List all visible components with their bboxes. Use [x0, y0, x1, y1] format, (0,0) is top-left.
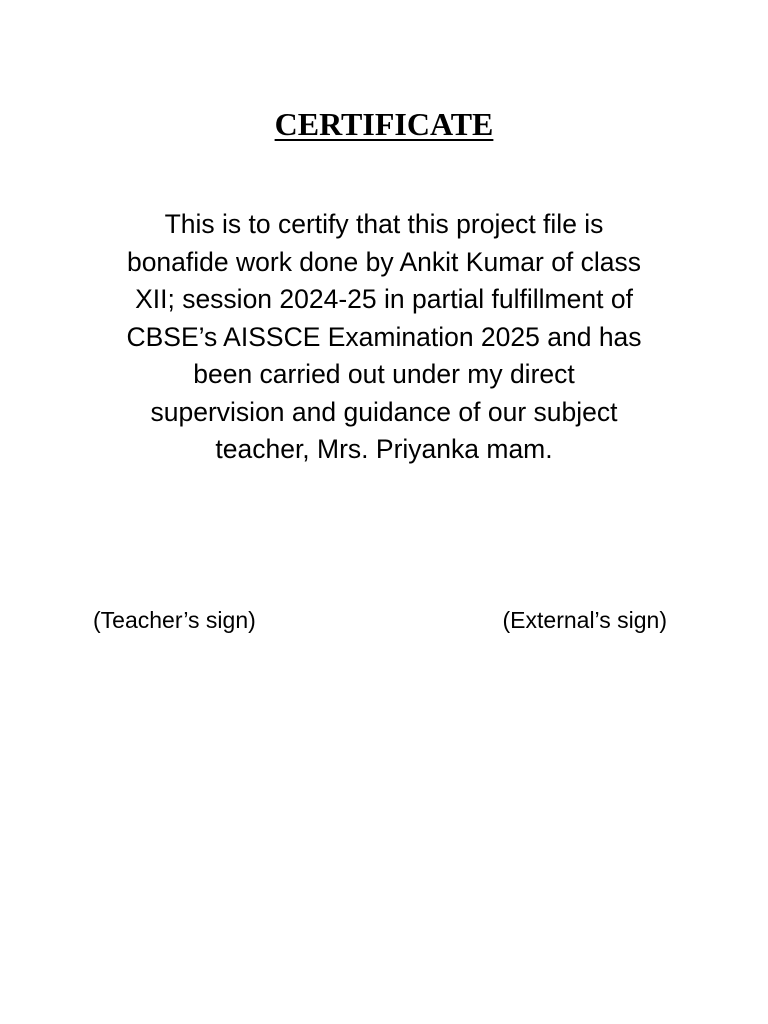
teacher-sign-label: (Teacher’s sign) — [93, 607, 256, 633]
body-line: CBSE’s AISSCE Examination 2025 and has — [126, 321, 642, 352]
external-sign-label: (External’s sign) — [502, 607, 667, 633]
body-line: been carried out under my direct — [193, 359, 575, 389]
certificate-body — [64, 206, 704, 469]
body-line: supervision and guidance of our subject — [150, 396, 618, 427]
certificate-title: CERTIFICATE — [274, 106, 494, 142]
body-line: This is to certify that this project file is — [164, 209, 604, 239]
body-line: bonafide work done by Ankit Kumar of class — [126, 246, 642, 277]
body-line: XII; session 2024-25 in partial fulfillment of — [135, 284, 633, 314]
body-line: teacher, Mrs. Priyanka mam. — [215, 434, 553, 464]
